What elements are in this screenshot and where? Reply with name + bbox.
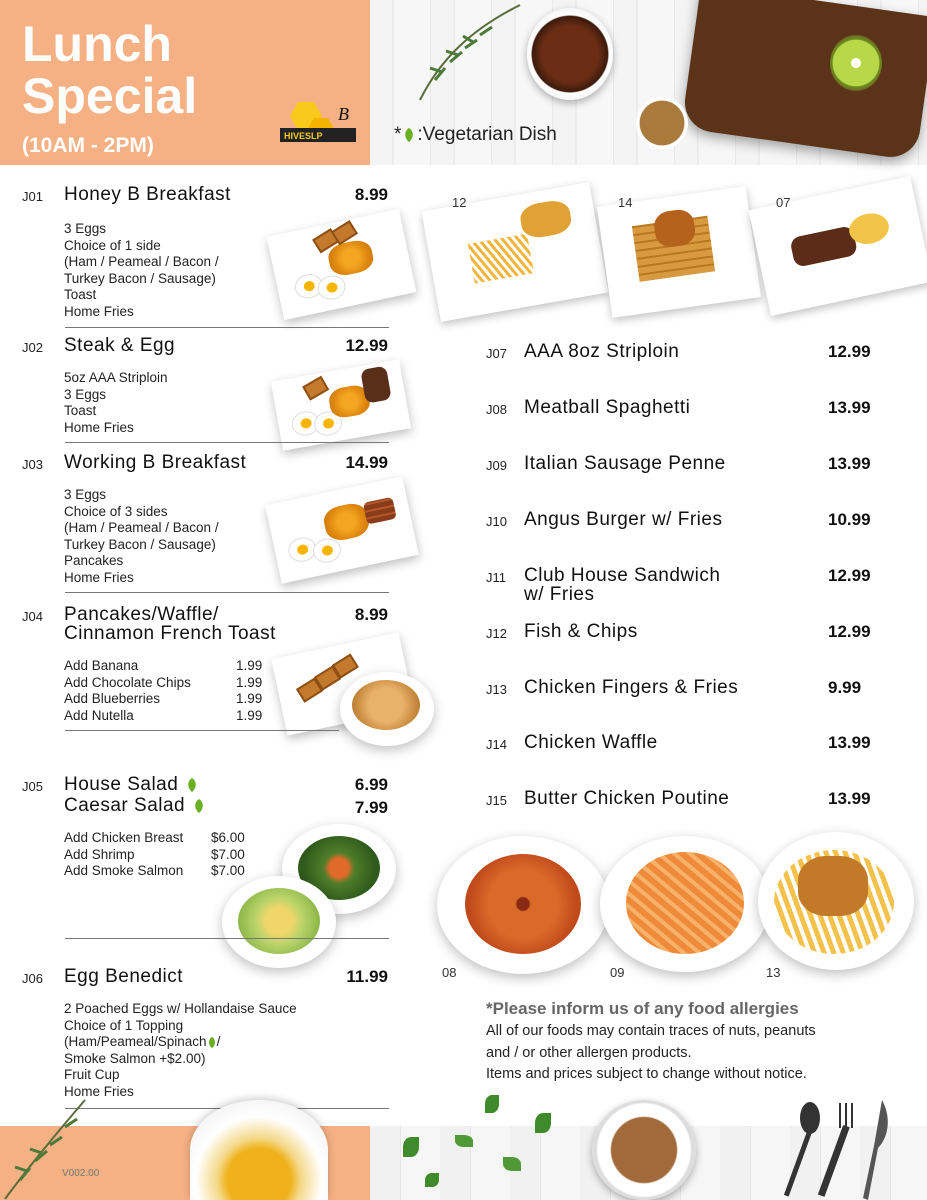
photo-label: 08 xyxy=(442,965,457,980)
item-name: Butter Chicken Poutine xyxy=(524,788,730,809)
item-name: Egg Benedict xyxy=(64,966,184,987)
photo-label: 14 xyxy=(618,195,633,210)
item-price: 12.99 xyxy=(828,342,871,361)
caesar-salad-photo xyxy=(222,876,336,968)
allergy-notice: All of our foods may contain traces of nuts, peanuts and / or other allergen products. Items and prices subject to change without notice. xyxy=(486,1023,816,1082)
addon-row: Add Banana 1.99 xyxy=(64,658,263,673)
lunch-hours: (10AM - 2PM) xyxy=(22,134,154,157)
title-line-2: Special xyxy=(22,68,198,124)
leaf-icon xyxy=(403,127,415,143)
item-price: 8.99 xyxy=(354,605,388,624)
item-code: J08 xyxy=(486,402,507,417)
item-name: Pancakes/Waffle/ Cinnamon French Toast xyxy=(64,604,276,644)
fish-chips-photo xyxy=(422,182,609,322)
item-code: J06 xyxy=(22,971,43,986)
leaf-icon xyxy=(207,1036,217,1049)
version-label: V002.00 xyxy=(62,1168,100,1179)
item-price: 8.99 xyxy=(354,185,388,204)
page-title xyxy=(22,18,197,122)
item-name: Angus Burger w/ Fries xyxy=(524,509,723,530)
title-line-1: Lunch xyxy=(22,16,172,72)
item-code: J11 xyxy=(486,570,506,585)
item-price: 13.99 xyxy=(828,789,871,808)
item-price: 12.99 xyxy=(828,566,871,585)
honey-b-logo xyxy=(278,98,370,156)
cola-glass-photo xyxy=(527,8,613,100)
item-name: Chicken Fingers & Fries xyxy=(524,677,739,698)
item-price: 13.99 xyxy=(828,454,871,473)
item-code: J14 xyxy=(486,737,507,752)
beer-glass-photo xyxy=(190,1100,328,1200)
addon-list xyxy=(64,830,245,880)
item-name: Chicken Waffle xyxy=(524,732,658,753)
item-name: Italian Sausage Penne xyxy=(524,453,726,474)
addon-row: Add Shrimp $7.00 xyxy=(64,846,245,862)
spice-bowl-photo xyxy=(636,97,688,149)
divider xyxy=(65,442,389,443)
item-description: 5oz AAA Striploin 3 Eggs Toast Home Fries xyxy=(64,370,168,435)
menu-item-j06 xyxy=(22,967,390,1107)
item-code: J15 xyxy=(486,793,507,808)
item-price: 6.99 7.99 xyxy=(354,775,388,817)
item-price: 14.99 xyxy=(345,453,388,472)
kiwi-photo xyxy=(830,35,882,91)
item-code: J13 xyxy=(486,682,507,697)
meatball-spaghetti-photo xyxy=(437,836,609,974)
item-code: J07 xyxy=(486,346,507,361)
item-name: Club House Sandwich w/ Fries xyxy=(524,565,721,605)
leaf-icon xyxy=(186,777,198,793)
svg-text:HIVESLP: HIVESLP xyxy=(284,131,323,141)
photo-label: 13 xyxy=(766,965,781,980)
allergy-notice-title: *Please inform us of any food allergies xyxy=(486,999,799,1018)
soup-bowl-photo xyxy=(592,1100,696,1200)
photo-label: 09 xyxy=(610,965,625,980)
item-code: J01 xyxy=(22,189,43,204)
sausage-penne-photo xyxy=(600,836,770,972)
basil-leaves-photo xyxy=(395,1095,575,1195)
addon-row: Add Chocolate Chips 1.99 xyxy=(64,674,263,690)
addon-row: Add Chicken Breast $6.00 xyxy=(64,830,245,845)
item-name: Fish & Chips xyxy=(524,621,638,642)
item-code: J12 xyxy=(486,626,507,641)
addon-row: Add Blueberries 1.99 xyxy=(64,691,263,706)
item-name: Honey B Breakfast xyxy=(64,184,231,205)
item-description: 3 Eggs Choice of 3 sides (Ham / Peameal / Bacon / Turkey Bacon / Sausage) Pancakes Home Fries xyxy=(64,487,219,585)
item-price: 13.99 xyxy=(828,733,871,752)
leaf-icon xyxy=(193,798,205,814)
rosemary-footer-photo xyxy=(0,1095,90,1200)
divider xyxy=(65,938,389,939)
item-code: J09 xyxy=(486,458,507,473)
fork-spoon-knife-icon xyxy=(770,1098,900,1200)
chicken-fingers-photo xyxy=(758,832,914,970)
photo-label: 12 xyxy=(452,195,467,210)
vegetarian-legend: * :Vegetarian Dish xyxy=(394,124,557,145)
item-description: 2 Poached Eggs w/ Hollandaise Sauce Choice of 1 Topping (Ham/Peameal/Spinach / Smoke Salmon +$2.00) Fruit Cup Home Fries xyxy=(64,1001,297,1099)
item-code: J10 xyxy=(486,514,507,529)
item-code: J03 xyxy=(22,457,43,472)
item-code: J05 xyxy=(22,779,43,794)
divider xyxy=(65,327,389,328)
item-code: J04 xyxy=(22,609,43,624)
addon-row: Add Nutella 1.99 xyxy=(64,707,263,723)
divider xyxy=(65,592,389,593)
item-price: 13.99 xyxy=(828,398,871,417)
rosemary-photo xyxy=(390,0,530,105)
pancake-plate-photo xyxy=(340,672,434,746)
item-price: 12.99 xyxy=(828,622,871,641)
addon-row: Add Smoke Salmon $7.00 xyxy=(64,863,245,878)
addon-list xyxy=(64,658,262,724)
item-description: 3 Eggs Choice of 1 side (Ham / Peameal / Bacon / Turkey Bacon / Sausage) Toast Home Fries xyxy=(64,221,219,319)
item-name: Meatball Spaghetti xyxy=(524,397,691,418)
divider xyxy=(65,730,339,731)
svg-text:B: B xyxy=(338,104,349,124)
item-name: House Salad Caesar Salad xyxy=(64,775,205,815)
item-code: J02 xyxy=(22,340,43,355)
item-name: AAA 8oz Striploin xyxy=(524,341,680,362)
item-price: 12.99 xyxy=(345,336,388,355)
item-price: 9.99 xyxy=(828,678,862,697)
item-name: Steak & Egg xyxy=(64,335,176,356)
item-name: Working B Breakfast xyxy=(64,452,247,473)
item-price: 10.99 xyxy=(828,510,871,529)
item-price: 11.99 xyxy=(346,967,388,986)
photo-label: 07 xyxy=(776,195,791,210)
